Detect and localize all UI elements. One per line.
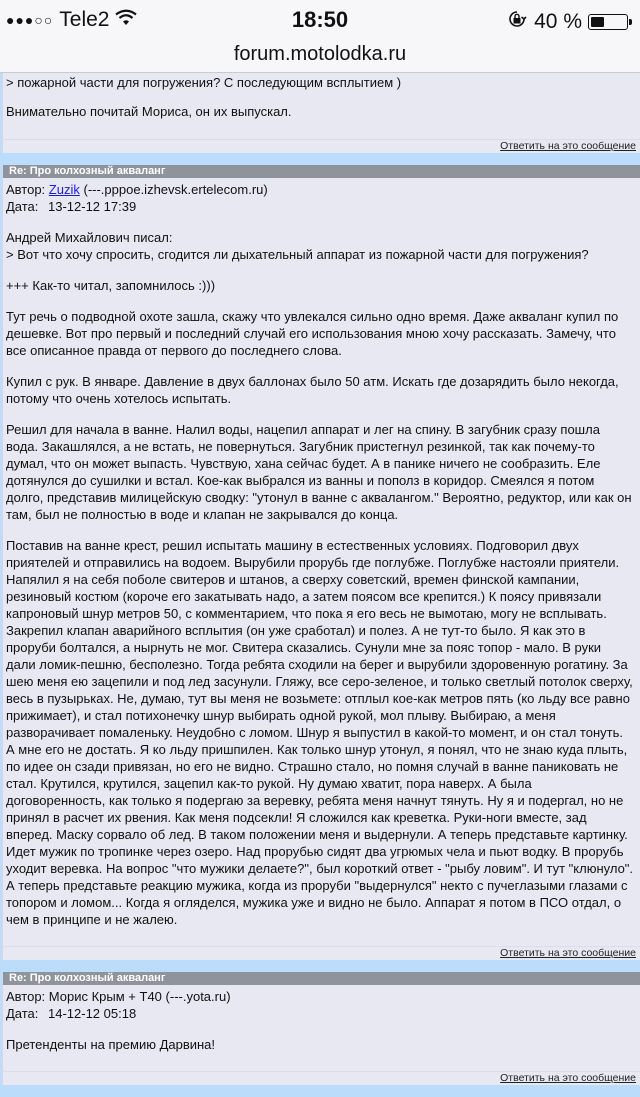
battery-level: [591, 17, 604, 27]
reply-row: [0, 139, 640, 153]
author-label: Автор:: [6, 989, 46, 1004]
status-bar: [0, 0, 640, 38]
post-paragraph: Внимательно почитай Мориса, он их выпускал.: [6, 104, 292, 119]
post-paragraph: Претенденты на премию Дарвина!: [6, 1037, 216, 1052]
reply-row: [0, 1071, 640, 1085]
address-bar[interactable]: [0, 38, 640, 72]
post-title: Re: Про колхозный акваланг: [0, 972, 640, 985]
post-separator: [0, 1085, 640, 1097]
reply-link[interactable]: Ответить на это сообщение: [500, 140, 636, 152]
post-date: 14-12-12 05:18: [48, 1006, 137, 1021]
carrier-name: Tele2: [59, 8, 110, 31]
post-title: Re: Про колхозный акваланг: [0, 165, 640, 178]
quote-text: > Вот что хочу спросить, сгодится ли дыхательный аппарат из пожарной части для погружения?: [6, 247, 589, 262]
post-paragraph: Поставив на ванне крест, решил испытать машину в естественных условиях. Подговорил двух приятелей и отправились на водоем. Вырубили прорубь где поглубже. Поглубже настояли приятели. Напялил я на себя поболе свитеров и штанов, а сверху советский, времен финской кампании, резиновый костюм (короче его закатывать надо, а затем поясом все крепится.) К поясу привязали капроновый шнур метров 50, с комментарием, что пока я его весь не вымотаю, могу не всплывать. Закрепил клапан аварийного всплытия (он уже сработал) и полез. А не тут-то было. Я как это в проруби болтался, а нырнуть не мог. Свитера сказались. Сунули мне за пояс топор - мало. В руки дали ломик-пешню, бесполезно. Тогда ребята сходили на берег и вырубили здоровенную рогатину. За шею меня ею зацепили и под лед засунули. Гляжу, все серо-зеленое, и только светлый потолок сверху, весь в пузырьках. Не, думаю, тут вы меня не возьмете: отплыл кое-как метров пять (ко льду все равно прижимает), и стал потихонечку шнур выбирать одной рукой, мол плыву. Выбираю, а меня разворачивает помаленьку. Неудобно с ломом. Шнур я выпустил в какой-то момент, и он стал тонуть. А мне его не достать. Я ко льду пришпилен. Как только шнур утонул, я понял, что не знаю куда плыть, по идее он сзади привязан, но его не видно. Страшно стало, но помня случай в ванне паниковать не стал. Крутился, крутился, зацепил как-то рукой. Ну думаю хватит, пора наверх. А была договоренность, как только я подергаю за веревку, ребята меня начнут тянуть. Ну я и подергал, но не принял в расчет их рвения. Как меня подсекли! Я сложился как креветка. Руки-ноги вместе, зад вперед. Маску сорвало об лед. В таком положении меня и выдернули. А теперь представьте картинку. Идет мужик по тропинке через озеро. Над прорубью сидят два угрюмых чела и пьют водку. В прорубь уходит веревка. На вопрос "что мужики делаете?", был короткий ответ - "рыбу ловим". И тут "клюнуло". А теперь представьте реакцию мужика, когда из проруби "выдернулся" некто с пучеглазыми глазами с топором и ломом... Когда я огляделся, мужика уже и видно не было. Аппарат я потом в ПСО отдал, о чем в принципе и не жалею.: [6, 538, 634, 927]
battery-tip: [629, 19, 632, 25]
post-spacer: [0, 125, 640, 139]
battery-percent: 40 %: [534, 10, 582, 33]
post-paragraph: +++ Как-то читал, запомнилось :))): [6, 278, 216, 293]
author-label: Автор:: [6, 182, 46, 197]
post-paragraph: Решил для начала в ванне. Налил воды, нацепил аппарат и лег на спину. В загубник сразу пошла вода. Закашлялся, а не встать, не повернуться. Загубник пристегнул резинкой, так как почему-то думал, что он может выпасть. Чувствую, хана сейчас будет. А в панике ничего не сообразить. Еле дотянулся до сушилки и встал. Кое-как выбрался из ванны и пополз в коридор. Смеялся я потом долго, представив милицейскую сводку: "утонул в ванне с аквалангом." Вероятно, редуктор, или как он там, был не полностью в воде и клапан не закрывался до конца.: [6, 422, 632, 522]
reply-link[interactable]: Ответить на это сообщение: [500, 947, 636, 959]
clock: 18:50: [291, 7, 349, 32]
post-paragraph: Тут речь о подводной охоте зашла, скажу что увлекался сильно одно время. Даже акваланг купил по дешевке. Вот про первый и последний случай его использования мною хочу рассказать. Замечу, что все описанное правда от первого до последнего слова.: [6, 309, 619, 358]
author-host: (---.pppoe.izhevsk.ertelecom.ru): [83, 182, 268, 197]
battery-icon: [588, 14, 628, 30]
post-paragraph: > пожарной части для погружения? С последующим всплытием ): [6, 75, 402, 90]
reply-row: [0, 946, 640, 960]
quote-author: Андрей Михайлович писал:: [6, 230, 173, 245]
author-link[interactable]: Zuzik: [48, 182, 80, 197]
post-separator: [0, 153, 640, 165]
post-author-line: [6, 181, 634, 198]
post-date-line: [6, 198, 634, 215]
post-body: [0, 985, 640, 1071]
signal-strength-icon: ●●●○○: [6, 12, 54, 28]
forum-thread: [0, 72, 640, 1084]
date-label: Дата:: [6, 1006, 39, 1021]
rotation-lock-icon: [506, 8, 528, 36]
post-date: 13-12-12 17:39: [48, 199, 137, 214]
author-name: Морис Крым + Т40: [48, 989, 162, 1004]
reply-link[interactable]: Ответить на это сообщение: [500, 1072, 636, 1084]
post-body: [0, 178, 640, 946]
post-author-line: [6, 988, 634, 1005]
author-host: (---.yota.ru): [165, 989, 231, 1004]
post-separator: [0, 960, 640, 972]
post-body: [0, 73, 640, 125]
url-domain: forum.motolodka.ru: [233, 43, 407, 65]
post-paragraph: Купил с рук. В январе. Давление в двух баллонах было 50 атм. Искать где дозарядить было некогда, потому что очень хотелось испытать.: [6, 374, 619, 406]
post-date-line: [6, 1005, 634, 1022]
date-label: Дата:: [6, 199, 39, 214]
